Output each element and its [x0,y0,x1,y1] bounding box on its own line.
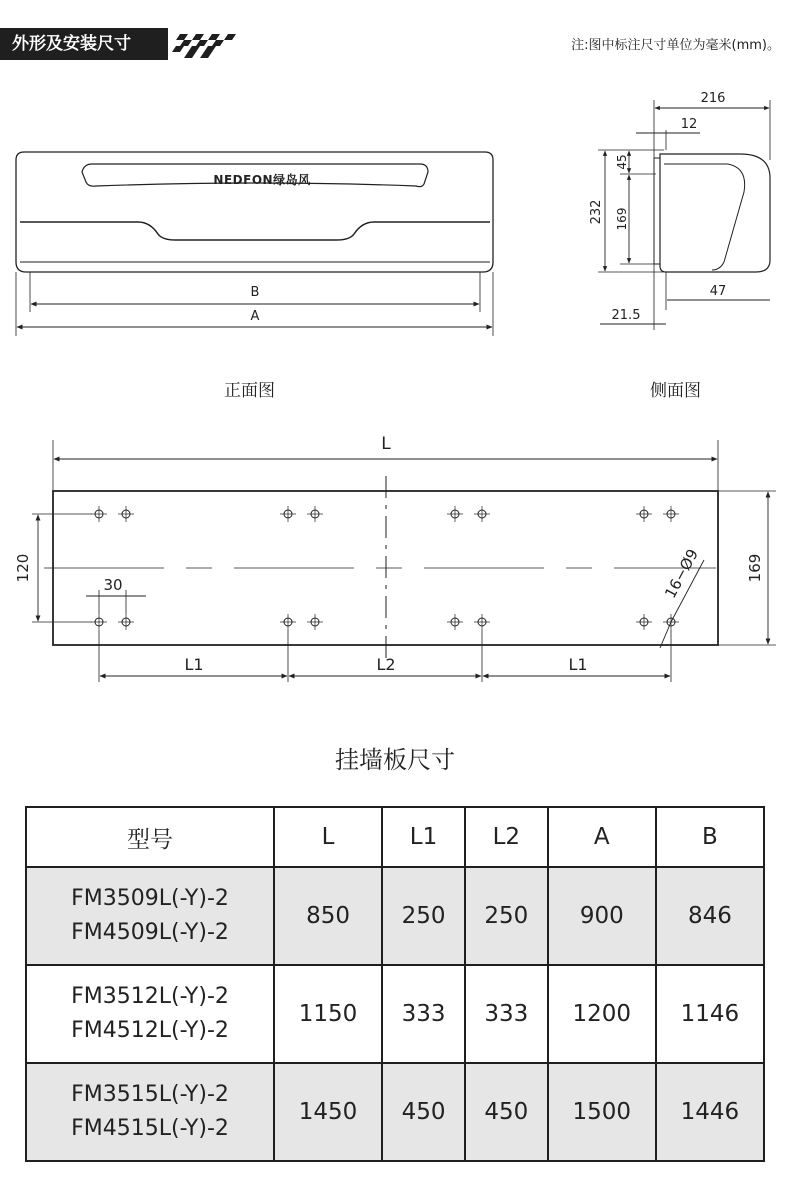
mount-hole [636,614,652,630]
front-body-outline [16,152,493,272]
mount-hole [280,506,296,522]
front-view-caption: 正面图 [224,381,275,401]
dim-216-label: 216 [700,91,726,106]
mount-hole [447,614,463,630]
cell-a: 1500 [548,1063,656,1161]
mount-hole [663,506,679,522]
table-row [26,867,764,965]
col-header-model: 型号 [26,807,274,867]
cell-l1: 450 [382,1063,465,1161]
front-brand: NEDFON绿岛风 [213,173,311,187]
mount-hole [91,614,107,630]
side-view-caption: 侧面图 [650,381,701,401]
model-cell [26,867,274,965]
mount-plate-title: 挂墙板尺寸 [335,746,455,774]
dim-12-label: 12 [680,117,698,132]
dim-l1-left-label: L1 [184,655,204,674]
dim-l-label: L [381,434,391,454]
mount-hole [118,614,134,630]
model-name: FM3512L(-Y)-2 [71,984,229,1009]
mount-hole [636,506,652,522]
dim-45-label: 45 [615,154,629,170]
model-cell [26,1063,274,1161]
dim-a-label: A [250,309,260,324]
table-row [26,965,764,1063]
model-name: FM4515L(-Y)-2 [71,1116,229,1141]
cell-b: 846 [656,867,764,965]
side-view-drawing [560,80,790,340]
dim-47-label: 47 [709,284,727,299]
dim-l1-right-label: L1 [568,655,588,674]
side-body-outline [660,154,770,272]
spec-table [25,806,765,1162]
front-wave-line [20,222,490,240]
cell-l1: 250 [382,867,465,965]
mount-hole [307,506,323,522]
mount-hole [280,614,296,630]
mount-hole [91,506,107,522]
col-header-b: B [656,807,764,867]
dim-169-right-label: 169 [746,553,764,583]
mount-hole [474,506,490,522]
mount-hole [474,614,490,630]
side-front-curve [664,164,745,270]
mount-plate-drawing [0,420,790,690]
cell-a: 900 [548,867,656,965]
col-header-a: A [548,807,656,867]
model-name: FM4509L(-Y)-2 [71,920,229,945]
col-header-l: L [274,807,382,867]
mount-hole [447,506,463,522]
mount-hole [307,614,323,630]
cell-b: 1146 [656,965,764,1063]
dim-l2-label: L2 [376,655,396,674]
col-header-l1: L1 [382,807,465,867]
model-cell [26,965,274,1063]
cell-l: 850 [274,867,382,965]
model-name: FM3515L(-Y)-2 [71,1082,229,1107]
cell-l: 1150 [274,965,382,1063]
cell-l: 1450 [274,1063,382,1161]
dim-21-5-label: 21.5 [611,308,641,323]
checkered-flag-icon [170,26,240,62]
front-view-drawing [0,140,520,350]
cell-a: 1200 [548,965,656,1063]
dim-169-label: 169 [615,207,629,231]
model-name: FM3509L(-Y)-2 [71,886,229,911]
cell-l2: 333 [465,965,548,1063]
table-row [26,1063,764,1161]
dim-232-label: 232 [589,199,604,225]
mount-hole [118,506,134,522]
header-title: 外形及安装尺寸 [12,34,131,54]
unit-note: 注:图中标注尺寸单位为毫米(mm)。 [571,38,780,53]
hole-note-label: 16−Ø9 [661,546,702,602]
dim-30-label: 30 [103,576,123,594]
col-header-l2: L2 [465,807,548,867]
table-header-row [26,807,764,867]
dim-120-label: 120 [14,553,32,583]
cell-b: 1446 [656,1063,764,1161]
dim-b-label: B [250,285,260,300]
model-name: FM4512L(-Y)-2 [71,1018,229,1043]
cell-l2: 250 [465,867,548,965]
cell-l1: 333 [382,965,465,1063]
cell-l2: 450 [465,1063,548,1161]
